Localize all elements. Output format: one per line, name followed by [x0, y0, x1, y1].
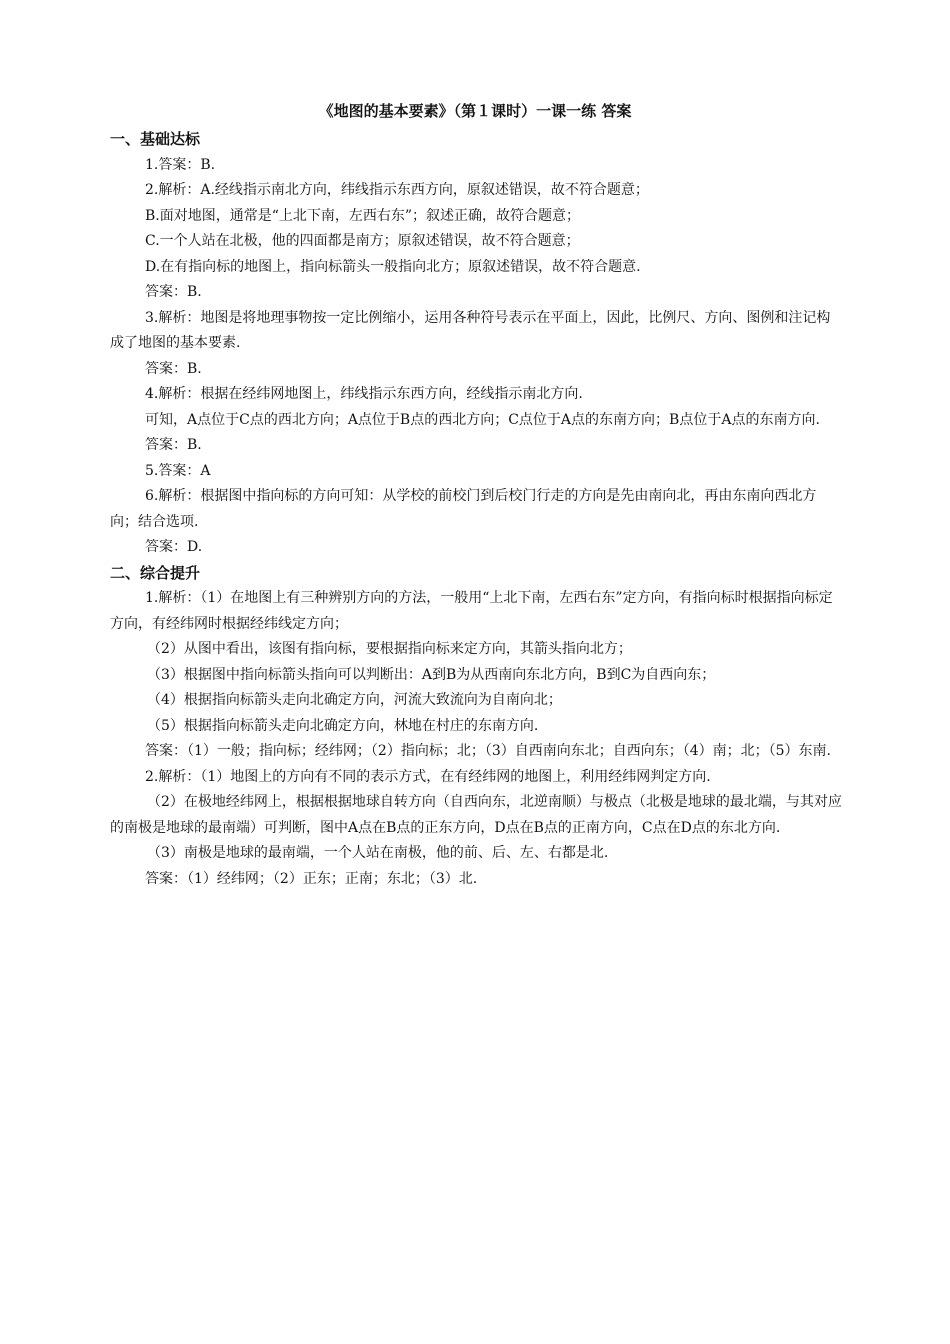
- analysis-line: 2.解析：（1）地图上的方向有不同的表示方式，在有经纬网的地图上，利用经纬网判定方向.: [145, 768, 711, 785]
- analysis-line: 4.解析：根据在经纬网地图上，纬线指示东西方向，经线指示南北方向.: [145, 386, 583, 402]
- answer-line: 答案：B.: [145, 437, 202, 453]
- analysis-line: （3）根据图中指向标箭头指向可以判断出：A到B为从西南向东北方向，B到C为自西向东；: [147, 666, 716, 683]
- analysis-line: C.一个人站在北极，他的四面都是南方；原叙述错误，故不符合题意；: [145, 233, 580, 249]
- answer-line: 答案：B.: [145, 284, 202, 300]
- analysis-line: D.在有指向标的地图上，指向标箭头一般指向北方；原叙述错误，故不符合题意.: [145, 258, 641, 275]
- analysis-line: （3）南极是地球的最南端，一个人站在南极，他的前、后、左、右都是北.: [147, 845, 609, 861]
- analysis-line: 可知，A点位于C点的西北方向；A点位于B点的西北方向；C点位于A点的东南方向；B点位于A点的东南方向.: [145, 411, 820, 428]
- answer-line: 答案：（1）经纬网；（2）正东；正南；东北；（3）北.: [145, 870, 478, 887]
- answer-line: 答案：D.: [145, 539, 203, 555]
- analysis-line: 3.解析：地图是将地理事物按一定比例缩小，运用各种符号表示在平面上，因此，比例尺、方向、图例和注记构成了地图的基本要素.: [110, 309, 831, 351]
- analysis-line: （2）从图中看出，该图有指向标，要根据指向标来定方向，其箭头指向北方；: [147, 641, 632, 657]
- analysis-line: （2）在极地经纬网上，根据根据地球自转方向（自西向东，北逆南顺）与极点（北极是地球的最北端，与其对应的南极是地球的最南端）可判断，图中A点在B点的正东方向，D点在B点的正南方向，C点在D点的东北方向.: [110, 794, 842, 836]
- section-heading-basic: 一、基础达标: [110, 130, 201, 148]
- document-body: [110, 127, 842, 892]
- analysis-line: B.面对地图，通常是“上北下南，左西右东”；叙述正确，故符合题意；: [145, 207, 581, 224]
- analysis-line: （5）根据指向标箭头走向北确定方向，林地在村庄的东南方向.: [147, 717, 539, 734]
- document-title: 《地图的基本要素》（第１课时）一课一练 答案: [318, 102, 632, 120]
- analysis-line: （4）根据指向标箭头走向北确定方向，河流大致流向为自南向北；: [147, 692, 562, 708]
- answer-line: 答案：（1）一般；指向标；经纬网；（2）指向标；北；（3）自西南向东北；自西向东；（4）南；北；（5）东南.: [145, 743, 831, 759]
- analysis-line: 1.解析：（1）在地图上有三种辨别方向的方法，一般用“上北下南，左西右东”定方向，有指向标时根据指向标定方向，有经纬网时根据经纬线定方向；: [110, 590, 833, 632]
- answer-line: 1.答案：B.: [145, 156, 216, 173]
- section-heading-advanced: 二、综合提升: [110, 563, 201, 582]
- answer-line: 答案：B.: [145, 360, 202, 377]
- answer-line: 5.答案：A: [145, 462, 211, 479]
- analysis-line: 2.解析：A.经线指示南北方向，纬线指示东西方向，原叙述错误，故不符合题意；: [145, 182, 649, 198]
- analysis-line: 6.解析：根据图中指向标的方向可知：从学校的前校门到后校门行走的方向是先由南向北，再由东南向西北方向；结合选项.: [110, 488, 817, 530]
